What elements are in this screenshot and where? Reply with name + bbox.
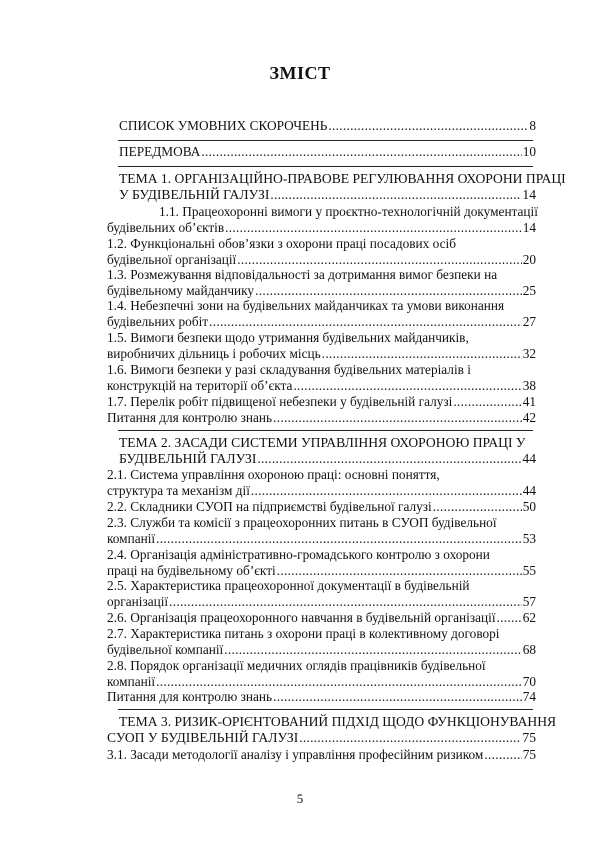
- toc-page-number: 70: [522, 674, 536, 689]
- toc-section-1-4-line1: 1.4. Небезпечні зони на будівельних майданчиках та умови виконання: [107, 298, 505, 313]
- toc-page-number: 53: [522, 531, 536, 546]
- toc-section-1-3[interactable]: [107, 283, 536, 299]
- toc-section-1-5[interactable]: [107, 346, 536, 362]
- separator-line: [118, 140, 533, 141]
- toc-entry-text: структура та механізм дії: [107, 483, 250, 498]
- page-number: 5: [296, 791, 304, 806]
- toc-topic-1[interactable]: [119, 187, 536, 203]
- toc-page-number: 57: [522, 594, 536, 609]
- toc-section-1-4[interactable]: [107, 314, 536, 330]
- leader-dots: [277, 563, 522, 579]
- toc-entry-text: СПИСОК УМОВНИХ СКОРОЧЕНЬ: [119, 118, 328, 133]
- leader-dots: [225, 220, 522, 236]
- leader-dots: [453, 394, 521, 410]
- toc-page-number: 14: [522, 220, 536, 235]
- toc-entry-text: 1.7. Перелік робіт підвищеної небезпеки у будівельній галузі: [107, 394, 453, 409]
- toc-entry-text: Питання для контролю знань: [107, 410, 273, 425]
- toc-section-2-5-line1: 2.5. Характеристика працеохоронної документації в будівельній: [107, 578, 470, 593]
- toc-entry-text: компанії: [107, 674, 156, 689]
- toc-page-number: 75: [522, 730, 536, 745]
- leader-dots: [328, 118, 528, 134]
- toc-page-number: 20: [522, 252, 536, 267]
- toc-entry-text: будівельної організації: [107, 252, 237, 267]
- toc-entry-text: СУОП У БУДІВЕЛЬНІЙ ГАЛУЗІ: [107, 730, 299, 745]
- leader-dots: [273, 410, 522, 426]
- toc-entry-preface[interactable]: [119, 144, 536, 160]
- leader-dots: [273, 689, 522, 705]
- toc-page-number: 38: [522, 378, 536, 393]
- leader-dots: [169, 594, 522, 610]
- toc-section-2-1[interactable]: [107, 483, 536, 499]
- toc-entry-text: будівельних об’єктів: [107, 220, 225, 235]
- toc-section-1-2-line1: 1.2. Функціональні обов’язки з охорони праці посадових осіб: [107, 236, 456, 251]
- leader-dots: [255, 283, 522, 299]
- toc-section-2-1-line1: 2.1. Система управління охороною праці: основні поняття,: [107, 467, 440, 482]
- toc-page-number: 44: [522, 483, 536, 498]
- toc-section-2-2[interactable]: [107, 499, 536, 515]
- toc-section-1-6-line1: 1.6. Вимоги безпеки у разі складування будівельних матеріалів і: [107, 362, 471, 377]
- toc-section-2-3[interactable]: [107, 531, 536, 547]
- toc-section-1-7[interactable]: [107, 394, 536, 410]
- toc-topic-2[interactable]: [119, 451, 536, 467]
- leader-dots: [484, 747, 521, 763]
- leader-dots: [209, 314, 522, 330]
- leader-dots: [156, 531, 522, 547]
- toc-section-2-4-line1: 2.4. Організація адміністративно-громадського контролю з охорони: [107, 547, 490, 562]
- toc-section-1-6[interactable]: [107, 378, 536, 394]
- toc-page-number: 8: [529, 118, 536, 133]
- toc-page-number: 10: [522, 144, 536, 159]
- toc-section-3-1[interactable]: [107, 747, 536, 763]
- toc-entry-text: ПЕРЕДМОВА: [119, 144, 201, 159]
- toc-page-number: 41: [522, 394, 536, 409]
- toc-page-number: 32: [522, 346, 536, 361]
- toc-section-1-1-line1: 1.1. Працеохоронні вимоги у проєктно-технологічній документації: [159, 204, 538, 219]
- toc-section-1-2[interactable]: [107, 252, 536, 268]
- toc-entry-text: конструкцій на території об’єкта: [107, 378, 293, 393]
- toc-page-number: 68: [522, 642, 536, 657]
- toc-section-2-8-line1: 2.8. Порядок організації медичних оглядів працівників будівельної: [107, 658, 486, 673]
- separator-line: [118, 430, 533, 431]
- toc-section-2-8[interactable]: [107, 674, 536, 690]
- toc-entry-text: виробничих дільниць і робочих місць: [107, 346, 321, 361]
- leader-dots: [156, 674, 522, 690]
- toc-section-2-4[interactable]: [107, 563, 536, 579]
- toc-page-number: 62: [522, 610, 536, 625]
- toc-entry-text: БУДІВЕЛЬНІЙ ГАЛУЗІ: [119, 451, 257, 466]
- leader-dots: [224, 642, 521, 658]
- toc-entry-text: організації: [107, 594, 169, 609]
- leader-dots: [237, 252, 521, 268]
- toc-page-number: 42: [522, 410, 536, 425]
- toc-review-questions-1[interactable]: [107, 410, 536, 426]
- separator-line: [118, 709, 533, 710]
- toc-section-1-1[interactable]: [107, 220, 536, 236]
- toc-section-2-6[interactable]: [107, 610, 536, 626]
- separator-line: [118, 166, 533, 167]
- toc-page-number: 14: [522, 187, 536, 202]
- toc-entry-text: 3.1. Засади методології аналізу і управління професійним ризиком: [107, 747, 484, 762]
- toc-page-number: 44: [522, 451, 536, 466]
- toc-topic-1-line1: ТЕМА 1. ОРГАНІЗАЦІЙНО-ПРАВОВЕ РЕГУЛЮВАННЯ ОХОРОНИ ПРАЦІ: [119, 171, 566, 186]
- toc-topic-3[interactable]: [107, 730, 536, 746]
- toc-page-number: 75: [522, 747, 536, 762]
- page-title: ЗМІСТ: [269, 63, 331, 83]
- toc-section-1-5-line1: 1.5. Вимоги безпеки щодо утримання будівельних майданчиків,: [107, 330, 469, 345]
- toc-entry-text: компанії: [107, 531, 156, 546]
- leader-dots: [299, 730, 521, 746]
- toc-topic-2-line1: ТЕМА 2. ЗАСАДИ СИСТЕМИ УПРАВЛІННЯ ОХОРОНОЮ ПРАЦІ У: [119, 435, 526, 450]
- toc-entry-abbreviations[interactable]: [119, 118, 536, 134]
- toc-page-number: 27: [522, 314, 536, 329]
- toc-entry-text: У БУДІВЕЛЬНІЙ ГАЛУЗІ: [119, 187, 270, 202]
- leader-dots: [201, 144, 521, 160]
- toc-page-number: 25: [522, 283, 536, 298]
- toc-entry-text: Питання для контролю знань: [107, 689, 273, 704]
- toc-page-number: 74: [522, 689, 536, 704]
- leader-dots: [251, 483, 522, 499]
- leader-dots: [322, 346, 522, 362]
- toc-section-2-7[interactable]: [107, 642, 536, 658]
- toc-entry-text: будівельних робіт: [107, 314, 209, 329]
- toc-topic-3-line1: ТЕМА 3. РИЗИК-ОРІЄНТОВАНИЙ ПІДХІД ЩОДО ФУНКЦІОНУВАННЯ: [119, 714, 557, 729]
- toc-entry-text: 2.6. Організація працеохоронного навчання в будівельній організації: [107, 610, 496, 625]
- toc-review-questions-2[interactable]: [107, 689, 536, 705]
- toc-page-number: 55: [522, 563, 536, 578]
- leader-dots: [257, 451, 521, 467]
- toc-section-2-3-line1: 2.3. Служби та комісії з працеохоронних питань в СУОП будівельної: [107, 515, 497, 530]
- leader-dots: [293, 378, 521, 394]
- toc-section-2-5[interactable]: [107, 594, 536, 610]
- toc-entry-text: праці на будівельному об’єкті: [107, 563, 276, 578]
- toc-entry-text: будівельної компанії: [107, 642, 224, 657]
- toc-entry-text: будівельному майданчику: [107, 283, 255, 298]
- leader-dots: [433, 499, 522, 515]
- leader-dots: [497, 610, 522, 626]
- toc-section-2-7-line1: 2.7. Характеристика питань з охорони праці в колективному договорі: [107, 626, 500, 641]
- toc-entry-text: 2.2. Складники СУОП на підприємстві будівельної галузі: [107, 499, 432, 514]
- toc-page-number: 50: [522, 499, 536, 514]
- toc-section-1-3-line1: 1.3. Розмежування відповідальності за дотримання вимог безпеки на: [107, 267, 498, 282]
- leader-dots: [270, 187, 521, 203]
